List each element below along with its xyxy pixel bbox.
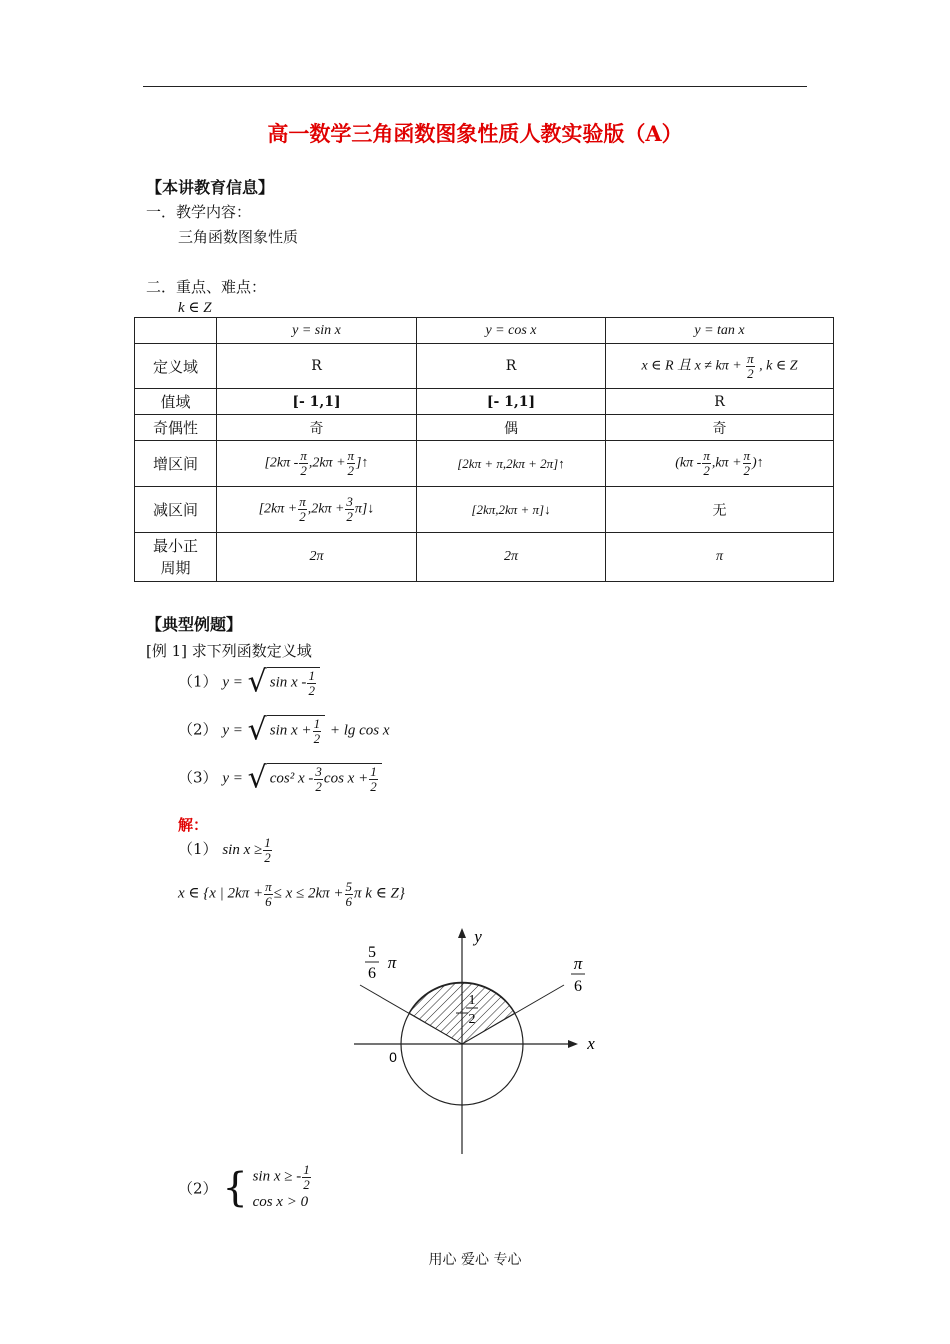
properties-table bbox=[134, 317, 834, 582]
row-label: 奇偶性 bbox=[135, 415, 217, 441]
label-5-6-pi-den: 6 bbox=[368, 965, 376, 982]
table-cell: R bbox=[217, 344, 417, 389]
fraction: $\frac{\pi}{2}$ bbox=[743, 448, 751, 478]
table-cell: [2kπ + π,2kπ + 2π]↑ bbox=[417, 441, 606, 487]
text-part: [2kπ + bbox=[258, 501, 298, 517]
table-cell: R bbox=[417, 344, 606, 389]
table-cell: π bbox=[606, 533, 834, 582]
radicand: cos² x - $\frac{3}{2}$ cos x + $\frac{1}{2}$ bbox=[267, 763, 382, 793]
item2-label: 二．重点、难点： bbox=[146, 278, 267, 296]
table-row bbox=[135, 441, 834, 487]
row-label-line: 周期 bbox=[160, 559, 191, 577]
table-header-cell bbox=[135, 318, 217, 344]
fraction: $\frac{5}{6}$ bbox=[345, 879, 353, 909]
table-row bbox=[135, 487, 834, 533]
label-pi-6-den: 6 bbox=[574, 978, 582, 995]
row-label: 定义域 bbox=[135, 344, 217, 389]
label-x-axis: x bbox=[587, 1034, 595, 1053]
section-heading-info: 【本讲教育信息】 bbox=[146, 178, 275, 197]
fraction: $\frac{\pi}{2}$ bbox=[703, 448, 710, 478]
label-origin: 0 bbox=[389, 1049, 397, 1065]
row-label bbox=[135, 533, 217, 582]
fraction: $\frac{\pi}{2}$ bbox=[747, 350, 754, 381]
fraction: $\frac{\pi}{2}$ bbox=[347, 448, 355, 478]
y-arrow-icon bbox=[458, 928, 466, 938]
table-cell: [2kπ,2kπ + π]↓ bbox=[417, 487, 606, 533]
text-part: ,kπ + bbox=[711, 455, 742, 471]
sqrt-icon: √ bbox=[247, 760, 267, 796]
tan-domain-prefix: x ∈ R 且 x ≠ kπ + bbox=[641, 358, 742, 374]
table-cell: [- 1,1] bbox=[417, 389, 606, 415]
table-row bbox=[135, 389, 834, 415]
table-cell: 2π bbox=[417, 533, 606, 582]
label-5-6-pi-pi: π bbox=[387, 953, 397, 972]
example-item-3 bbox=[178, 760, 382, 796]
table-row bbox=[135, 415, 834, 441]
fraction: $\frac{1}{2}$ bbox=[264, 835, 271, 865]
item-number: （3） bbox=[178, 768, 218, 787]
table-header-cell: y = tan x bbox=[606, 318, 834, 344]
table-header-row bbox=[135, 318, 834, 344]
section-heading-examples: 【典型例题】 bbox=[146, 615, 243, 634]
solution-2-system bbox=[178, 1163, 312, 1213]
label-pi-6-num: π bbox=[573, 954, 583, 973]
fraction: $\frac{\pi}{2}$ bbox=[300, 448, 307, 478]
example-item-2 bbox=[178, 712, 390, 748]
text-part: π]↓ bbox=[354, 501, 375, 517]
table-row bbox=[135, 533, 834, 582]
item-number: （2） bbox=[178, 1179, 218, 1198]
label-half-den: 2 bbox=[468, 1012, 476, 1027]
table-cell: [- 1,1] bbox=[217, 389, 417, 415]
lhs: y = bbox=[222, 674, 243, 691]
left-brace-icon: { bbox=[222, 1165, 248, 1212]
item1-label: 一．教学内容： bbox=[146, 203, 252, 221]
table-header-cell: y = cos x bbox=[417, 318, 606, 344]
table-header-cell: y = sin x bbox=[217, 318, 417, 344]
top-rule bbox=[143, 86, 807, 87]
example-1-heading: [例 1] 求下列函数定义域 bbox=[146, 642, 312, 660]
fraction: $\frac{\pi}{2}$ bbox=[299, 494, 306, 524]
table-cell: R bbox=[606, 389, 834, 415]
page-title: 高一数学三角函数图象性质人教实验版（A） bbox=[267, 121, 683, 146]
text-part: )↑ bbox=[752, 455, 764, 471]
table-cell bbox=[606, 441, 834, 487]
table-cell: 2π bbox=[217, 533, 417, 582]
item-number: （1） bbox=[178, 672, 218, 691]
table-cell bbox=[606, 344, 834, 389]
page-footer: 用心 爱心 专心 bbox=[428, 1252, 522, 1268]
row-label: 减区间 bbox=[135, 487, 217, 533]
label-y-axis: y bbox=[474, 927, 482, 946]
k-in-z: k ∈ Z bbox=[178, 300, 212, 316]
solution-label: 解： bbox=[178, 816, 209, 834]
item-number: （1） bbox=[178, 840, 218, 859]
lhs: y = bbox=[222, 722, 243, 739]
fraction: $\frac{3}{2}$ bbox=[346, 494, 353, 524]
lhs: y = bbox=[222, 770, 243, 787]
solution-1-inequality: （1） sin x ≥ $\frac{1}{2}$ bbox=[178, 835, 271, 865]
label-half-num: 1 bbox=[468, 993, 476, 1008]
solution-1-set: x ∈ {x | 2kπ + $\frac{\pi}{6}$ ≤ x ≤ 2kπ + $\frac{5}{6}$ π k ∈ Z} bbox=[178, 879, 405, 909]
table-cell: 无 bbox=[606, 487, 834, 533]
fraction: $\frac{\pi}{6}$ bbox=[265, 879, 272, 909]
table-cell: 奇 bbox=[606, 415, 834, 441]
table-cell: 偶 bbox=[417, 415, 606, 441]
table-cell bbox=[217, 441, 417, 487]
sqrt-icon: √ bbox=[247, 664, 267, 700]
text-part: ]↑ bbox=[356, 455, 369, 471]
sqrt-icon: √ bbox=[247, 712, 267, 748]
text-part: [2kπ - bbox=[264, 455, 299, 471]
row-label: 值域 bbox=[135, 389, 217, 415]
text-part: ,2kπ + bbox=[307, 501, 345, 517]
label-5-6-pi-num: 5 bbox=[368, 944, 376, 961]
tan-domain-suffix: , k ∈ Z bbox=[759, 358, 798, 374]
item-number: （2） bbox=[178, 720, 218, 739]
table-cell bbox=[217, 487, 417, 533]
table-cell: 奇 bbox=[217, 415, 417, 441]
table-row bbox=[135, 344, 834, 389]
row-label: 增区间 bbox=[135, 441, 217, 487]
row-label-line: 最小正 bbox=[152, 537, 198, 555]
system-lines: sin x ≥ - $\frac{1}{2}$ cos x > 0 bbox=[252, 1162, 310, 1211]
x-arrow-icon bbox=[568, 1040, 578, 1048]
unit-circle-figure bbox=[340, 920, 610, 1160]
text-part: ,2kπ + bbox=[308, 455, 346, 471]
example-item-1 bbox=[178, 664, 320, 700]
tail: + lg cos x bbox=[329, 722, 390, 739]
text-part: (kπ - bbox=[675, 455, 702, 471]
item1-text: 三角函数图象性质 bbox=[178, 228, 299, 246]
radicand: sin x - $\frac{1}{2}$ bbox=[267, 667, 320, 697]
radicand: sin x + $\frac{1}{2}$ bbox=[267, 715, 325, 745]
